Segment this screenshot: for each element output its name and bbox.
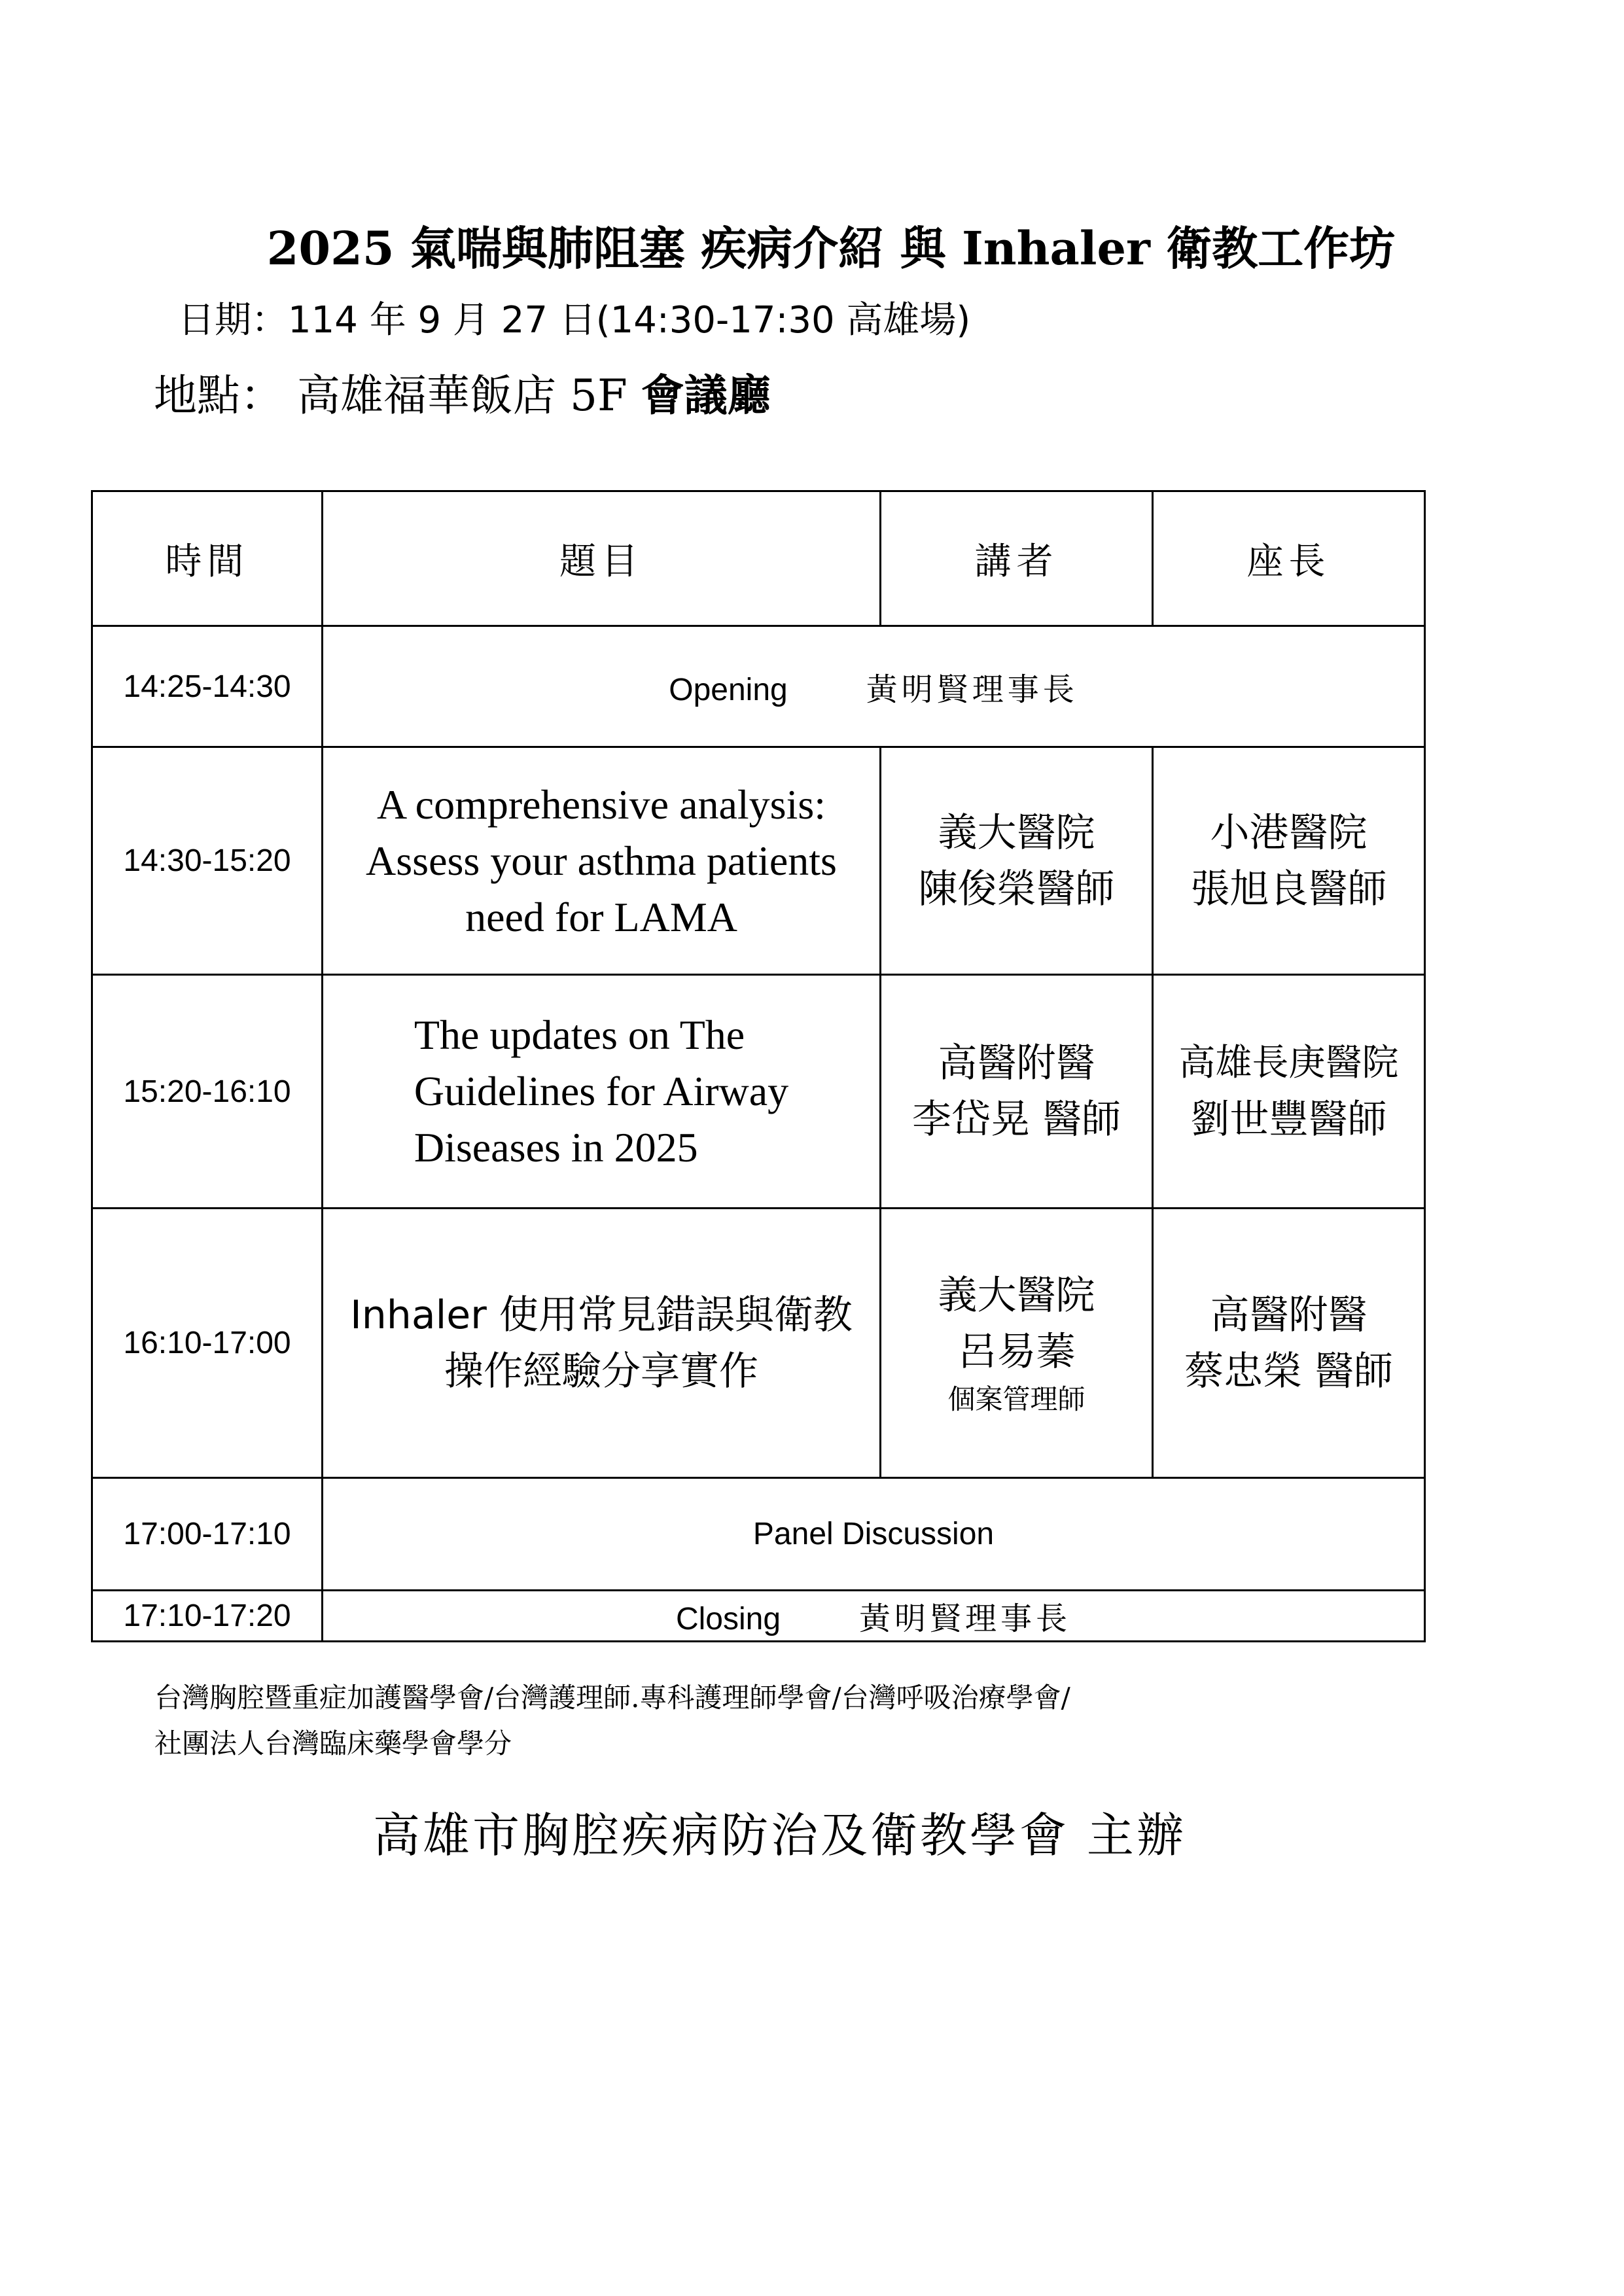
chair-cell — [1153, 1209, 1425, 1478]
topic-line: Diseases in 2025 — [414, 1124, 698, 1171]
topic-cell — [323, 975, 881, 1209]
chair-cell — [1153, 747, 1425, 975]
table-header-row — [92, 491, 1425, 626]
page-title: 2025 氣喘與肺阻塞 疾病介紹 與 Inhaler 衛教工作坊 — [266, 221, 1396, 275]
topic-line: The updates on The — [414, 1012, 745, 1058]
co-organizers-line: 台灣胸腔暨重症加護醫學會/台灣護理師.專科護理師學會/台灣呼吸治療學會/ — [154, 1682, 1070, 1714]
session-text: Closing — [675, 1602, 781, 1636]
session-text: Panel Discussion — [752, 1517, 995, 1551]
chair-name: 劉世豐醫師 — [1190, 1097, 1387, 1142]
header-time: 時間 — [92, 491, 323, 626]
date-label: 日期： — [178, 299, 288, 342]
speaker-hospital: 義大醫院 — [938, 809, 1095, 856]
schedule-table — [91, 490, 1426, 1642]
table-row — [92, 1591, 1425, 1642]
topic-line: Assess your asthma patients — [366, 837, 837, 884]
speaker-cell — [881, 747, 1153, 975]
speaker-cell — [881, 975, 1153, 1209]
organizer: 高雄市胸腔疾病防治及衛教學會 主辦 — [373, 1808, 1186, 1863]
chair-cell — [1153, 975, 1425, 1209]
topic-line: 操作經驗分享實作 — [444, 1348, 758, 1394]
session-cell — [323, 1478, 1425, 1591]
topic-cell — [323, 1209, 881, 1478]
header-chair: 座長 — [1153, 491, 1425, 626]
venue-line — [154, 366, 771, 425]
session-cell — [323, 626, 1425, 747]
speaker-name: 呂易蓁 — [957, 1328, 1076, 1375]
time-cell: 14:25-14:30 — [92, 626, 323, 747]
topic-line: Guidelines for Airway — [414, 1068, 789, 1114]
chair-name: 蔡忠榮 醫師 — [1184, 1348, 1394, 1394]
chair-hospital: 小港醫院 — [1210, 809, 1368, 856]
session-cell — [323, 1591, 1425, 1642]
chair-name: 張旭良醫師 — [1190, 866, 1387, 912]
session-text: Opening — [669, 672, 788, 707]
time-cell: 17:00-17:10 — [92, 1478, 323, 1591]
speaker-name: 陳俊榮醫師 — [918, 866, 1115, 912]
header-topic: 題目 — [323, 491, 881, 626]
time-cell: 17:10-17:20 — [92, 1591, 323, 1642]
chair-hospital: 高雄長庚醫院 — [1178, 1042, 1399, 1084]
co-organizers-line: 社團法人台灣臨床藥學會學分 — [154, 1727, 512, 1759]
speaker-role: 個案管理師 — [947, 1383, 1086, 1415]
date-value: 114 年 9 月 27 日(14:30-17:30 高雄場) — [288, 299, 971, 342]
venue-label: 地點： — [154, 370, 283, 421]
chair-hospital: 高醫附醫 — [1210, 1292, 1368, 1338]
speaker-cell — [881, 1209, 1153, 1478]
table-row — [92, 1209, 1425, 1478]
co-organizers — [154, 1675, 1070, 1767]
table-row — [92, 747, 1425, 975]
topic-block — [414, 1007, 788, 1176]
session-person: 黃明賢理事長 — [866, 671, 1078, 708]
topic-cell — [323, 747, 881, 975]
venue-hall: 會議廳 — [641, 370, 771, 421]
topic-line: Inhaler 使用常見錯誤與衛教 — [350, 1292, 853, 1338]
time-cell: 15:20-16:10 — [92, 975, 323, 1209]
table-row — [92, 626, 1425, 747]
topic-line: need for LAMA — [465, 893, 737, 940]
speaker-name: 李岱晃 醫師 — [911, 1097, 1121, 1142]
session-person: 黃明賢理事長 — [859, 1600, 1072, 1637]
venue-place: 高雄福華飯店 5F — [296, 370, 627, 421]
topic-line: A comprehensive analysis: — [376, 781, 826, 828]
speaker-hospital: 高醫附醫 — [938, 1040, 1095, 1086]
table-row — [92, 1478, 1425, 1591]
time-cell: 14:30-15:20 — [92, 747, 323, 975]
time-cell: 16:10-17:00 — [92, 1209, 323, 1478]
speaker-hospital: 義大醫院 — [938, 1272, 1095, 1318]
date-line — [178, 294, 970, 347]
table-row — [92, 975, 1425, 1209]
header-speaker: 講者 — [881, 491, 1153, 626]
